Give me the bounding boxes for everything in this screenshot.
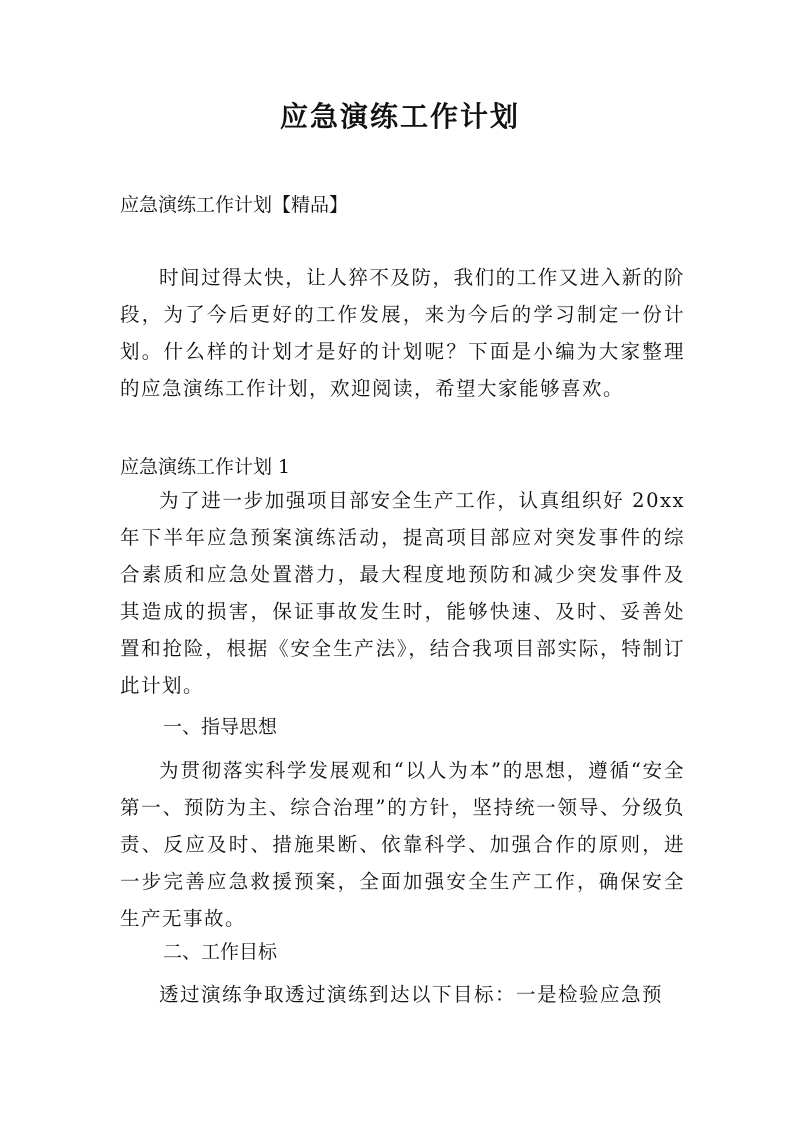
section-paragraph: 为了进一步加强项目部安全生产工作，认真组织好 20xx 年下半年应急预案演练活动，提高项目部应对突发事件的综合素质和应急处置潜力，最大程度地预防和减少突发事件及其造成的损害，保证事故发生时，能够快速、及时、妥善处置和抢险，根据《安全生产法》，结合我项目部实际，特制订此计划。 (120, 489, 685, 697)
heading-guiding-ideology: 一、指导思想 (163, 716, 278, 738)
document-title: 应急演练工作计划 (279, 100, 520, 133)
guiding-ideology-paragraph: 为贯彻落实科学发展观和“以人为本”的思想，遵循“安全第一、预防为主、综合治理”的方针，坚持统一领导、分级负责、反应及时、措施果断、依靠科学、加强合作的原则，进一步完善应急救援预案，全面加强安全生产工作，确保安全生产无事故。 (120, 759, 685, 930)
work-goal-paragraph: 透过演练争取透过演练到达以下目标：一是检验应急预 (159, 983, 664, 1006)
section-title: 应急演练工作计划 1 (120, 456, 291, 478)
heading-work-goal: 二、工作目标 (163, 941, 278, 963)
intro-paragraph: 时间过得太快，让人猝不及防，我们的工作又进入新的阶段，为了今后更好的工作发展，来为今后的学习制定一份计划。什么样的计划才是好的计划呢？下面是小编为大家整理的应急演练工作计划，欢迎阅读，希望大家能够喜欢。 (120, 266, 685, 400)
document-subtitle: 应急演练工作计划【精品】 (120, 194, 349, 216)
